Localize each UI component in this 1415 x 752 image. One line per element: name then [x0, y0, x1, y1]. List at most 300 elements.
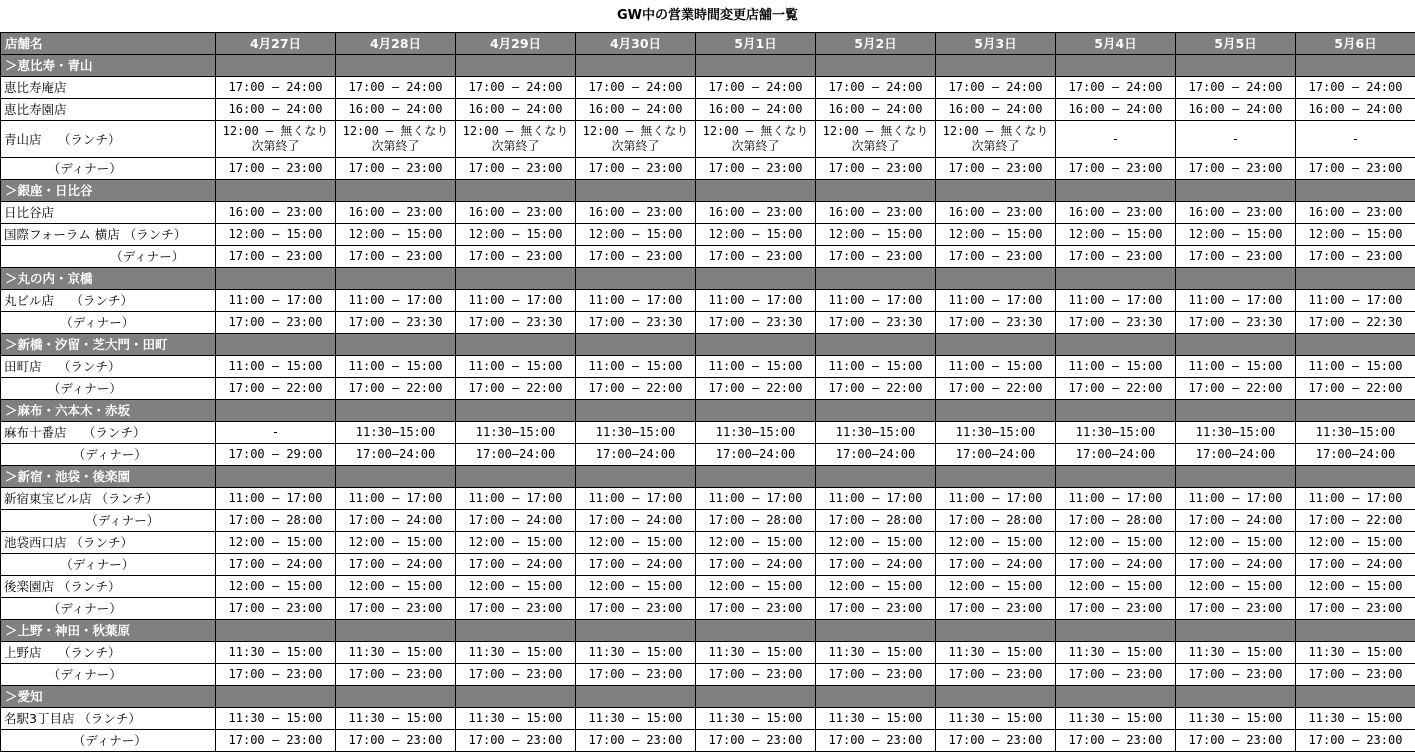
- section-empty-cell: [456, 334, 576, 356]
- table-row: [1, 598, 1415, 620]
- section-empty-cell: [1296, 466, 1415, 488]
- hours-cell: 17:00 – 23:00: [576, 598, 696, 620]
- hours-cell: 16:00 – 24:00: [696, 99, 816, 121]
- table-row: [1, 422, 1415, 444]
- table-row: [1, 510, 1415, 532]
- section-empty-cell: [1176, 686, 1296, 708]
- hours-cell: 11:30 – 15:00: [816, 642, 936, 664]
- store-name-cell: 恵比寿庵店: [1, 77, 216, 99]
- table-row: [1, 246, 1415, 268]
- section-title: ＞上野・神田・秋葉原: [1, 620, 216, 642]
- table-row: [1, 312, 1415, 334]
- section-empty-cell: [696, 334, 816, 356]
- hours-cell: 17:00 – 22:00: [336, 378, 456, 400]
- hours-cell: 16:00 – 23:00: [1056, 202, 1176, 224]
- hours-cell: 17:00 – 23:00: [696, 246, 816, 268]
- hours-cell: 11:00 – 17:00: [1056, 488, 1176, 510]
- store-name-cell: 新宿東宝ビル店 （ランチ）: [1, 488, 216, 510]
- hours-cell: 11:00 – 17:00: [1176, 488, 1296, 510]
- hours-cell: 17:00 – 22:00: [1056, 378, 1176, 400]
- store-name-cell: 丸ビル店 （ランチ）: [1, 290, 216, 312]
- hours-cell: 16:00 – 24:00: [576, 99, 696, 121]
- section-empty-cell: [1176, 55, 1296, 77]
- table-row: [1, 77, 1415, 99]
- hours-cell: 16:00 – 24:00: [1056, 99, 1176, 121]
- section-empty-cell: [816, 400, 936, 422]
- hours-cell: 12:00 – 15:00: [576, 224, 696, 246]
- hours-cell: 17:00 – 22:00: [456, 378, 576, 400]
- store-name-cell: 名駅3丁目店 （ランチ）: [1, 708, 216, 730]
- hours-cell: 17:00 – 23:00: [1056, 598, 1176, 620]
- hours-cell: 17:00 – 23:00: [1056, 730, 1176, 752]
- store-name-cell: 後楽園店 （ランチ）: [1, 576, 216, 598]
- hours-cell: 17:00 – 23:00: [1296, 598, 1415, 620]
- hours-cell: 11:00 – 15:00: [456, 356, 576, 378]
- hours-cell: -: [216, 422, 336, 444]
- hours-cell: 11:00 – 15:00: [1296, 356, 1415, 378]
- hours-cell: 11:00 – 17:00: [576, 290, 696, 312]
- hours-cell: 17:00 – 23:00: [336, 598, 456, 620]
- store-name-cell: 国際フォーラム 横店 （ランチ）: [1, 224, 216, 246]
- hours-cell: 17:00 – 23:00: [576, 158, 696, 180]
- section-empty-cell: [576, 466, 696, 488]
- section-empty-cell: [936, 686, 1056, 708]
- hours-cell: 16:00 – 24:00: [216, 99, 336, 121]
- hours-cell: 12:00 – 無くなり 次第終了: [336, 121, 456, 158]
- hours-cell: 12:00 – 15:00: [1176, 224, 1296, 246]
- hours-cell: 17:00 – 24:00: [696, 77, 816, 99]
- hours-cell: 12:00 – 無くなり 次第終了: [576, 121, 696, 158]
- section-title: ＞恵比寿・青山: [1, 55, 216, 77]
- hours-cell: 17:00–24:00: [1056, 444, 1176, 466]
- section-empty-cell: [816, 55, 936, 77]
- hours-cell: 17:00 – 22:00: [696, 378, 816, 400]
- hours-cell: 17:00 – 23:30: [336, 312, 456, 334]
- store-name-cell: 恵比寿園店: [1, 99, 216, 121]
- hours-cell: -: [1176, 121, 1296, 158]
- hours-cell: 11:00 – 17:00: [216, 488, 336, 510]
- hours-cell: 17:00–24:00: [1176, 444, 1296, 466]
- section-empty-cell: [936, 55, 1056, 77]
- hours-cell: 12:00 – 15:00: [336, 576, 456, 598]
- hours-cell: 17:00 – 23:00: [336, 246, 456, 268]
- hours-cell: 16:00 – 23:00: [216, 202, 336, 224]
- hours-cell: 17:00 – 24:00: [816, 77, 936, 99]
- hours-cell: 17:00 – 24:00: [336, 77, 456, 99]
- hours-cell: 17:00 – 24:00: [1176, 510, 1296, 532]
- hours-cell: 11:00 – 17:00: [1296, 488, 1415, 510]
- hours-cell: 17:00 – 23:00: [1176, 158, 1296, 180]
- section-empty-cell: [1176, 268, 1296, 290]
- hours-cell: 17:00 – 24:00: [1176, 77, 1296, 99]
- store-name-cell: 田町店 （ランチ）: [1, 356, 216, 378]
- hours-cell: 11:30–15:00: [456, 422, 576, 444]
- section-empty-cell: [1176, 180, 1296, 202]
- hours-cell: 17:00 – 24:00: [1296, 77, 1415, 99]
- hours-cell: 17:00 – 23:30: [456, 312, 576, 334]
- hours-cell: 17:00 – 23:00: [816, 730, 936, 752]
- table-row: [1, 202, 1415, 224]
- store-name-cell: （ディナー）: [1, 158, 216, 180]
- section-empty-cell: [1296, 334, 1415, 356]
- column-header-date: 5月3日: [936, 33, 1056, 55]
- hours-cell: 12:00 – 15:00: [576, 532, 696, 554]
- hours-cell: 17:00 – 24:00: [576, 510, 696, 532]
- hours-cell: 16:00 – 24:00: [936, 99, 1056, 121]
- section-empty-cell: [1296, 686, 1415, 708]
- hours-cell: 11:00 – 17:00: [1176, 290, 1296, 312]
- hours-cell: 12:00 – 15:00: [576, 576, 696, 598]
- column-header-date: 5月2日: [816, 33, 936, 55]
- section-empty-cell: [576, 55, 696, 77]
- hours-cell: 11:30 – 15:00: [936, 708, 1056, 730]
- hours-cell: 17:00–24:00: [576, 444, 696, 466]
- hours-cell: 12:00 – 15:00: [816, 224, 936, 246]
- hours-cell: 12:00 – 15:00: [696, 224, 816, 246]
- hours-cell: 17:00 – 23:00: [936, 158, 1056, 180]
- table-row: [1, 576, 1415, 598]
- hours-cell: 11:00 – 15:00: [336, 356, 456, 378]
- hours-cell: 12:00 – 15:00: [696, 532, 816, 554]
- hours-cell: 11:00 – 17:00: [696, 488, 816, 510]
- hours-cell: 12:00 – 15:00: [216, 532, 336, 554]
- store-name-cell: （ディナー）: [1, 730, 216, 752]
- hours-cell: 17:00 – 24:00: [336, 554, 456, 576]
- hours-cell: 16:00 – 24:00: [456, 99, 576, 121]
- hours-cell: 16:00 – 24:00: [816, 99, 936, 121]
- hours-cell: 11:00 – 17:00: [336, 488, 456, 510]
- hours-cell: 17:00 – 23:00: [1176, 246, 1296, 268]
- section-empty-cell: [816, 180, 936, 202]
- hours-cell: 17:00 – 23:00: [1176, 664, 1296, 686]
- store-name-cell: （ディナー）: [1, 246, 216, 268]
- hours-cell: 11:00 – 17:00: [696, 290, 816, 312]
- section-empty-cell: [696, 686, 816, 708]
- hours-cell: 17:00 – 23:00: [576, 730, 696, 752]
- hours-cell: 17:00 – 22:00: [1296, 378, 1415, 400]
- hours-cell: 12:00 – 15:00: [936, 224, 1056, 246]
- hours-cell: 12:00 – 無くなり 次第終了: [936, 121, 1056, 158]
- hours-cell: 17:00 – 23:00: [936, 664, 1056, 686]
- hours-cell: 17:00–24:00: [816, 444, 936, 466]
- section-empty-cell: [336, 466, 456, 488]
- hours-cell: 17:00 – 23:00: [336, 730, 456, 752]
- hours-cell: 11:00 – 17:00: [216, 290, 336, 312]
- hours-cell: 16:00 – 24:00: [336, 99, 456, 121]
- hours-cell: 16:00 – 24:00: [1296, 99, 1415, 121]
- hours-cell: 11:00 – 17:00: [336, 290, 456, 312]
- hours-cell: 17:00 – 22:00: [576, 378, 696, 400]
- section-empty-cell: [1056, 400, 1176, 422]
- hours-cell: 12:00 – 15:00: [1296, 532, 1415, 554]
- hours-cell: 12:00 – 15:00: [1296, 576, 1415, 598]
- section-empty-cell: [216, 55, 336, 77]
- hours-cell: 11:30 – 15:00: [696, 708, 816, 730]
- hours-cell: 16:00 – 23:00: [336, 202, 456, 224]
- table-row: [1, 378, 1415, 400]
- section-empty-cell: [216, 180, 336, 202]
- hours-cell: 17:00 – 23:00: [816, 158, 936, 180]
- section-empty-cell: [336, 686, 456, 708]
- hours-cell: 11:00 – 17:00: [1296, 290, 1415, 312]
- section-empty-cell: [816, 268, 936, 290]
- section-empty-cell: [576, 180, 696, 202]
- hours-cell: 11:30 – 15:00: [696, 642, 816, 664]
- hours-cell: 11:00 – 15:00: [1176, 356, 1296, 378]
- hours-cell: 17:00 – 24:00: [456, 77, 576, 99]
- hours-cell: 17:00 – 24:00: [1176, 554, 1296, 576]
- hours-cell: 17:00 – 24:00: [456, 554, 576, 576]
- store-name-cell: （ディナー）: [1, 444, 216, 466]
- section-empty-cell: [936, 268, 1056, 290]
- hours-cell: 17:00 – 23:30: [576, 312, 696, 334]
- hours-cell: 16:00 – 23:00: [456, 202, 576, 224]
- hours-cell: 12:00 – 15:00: [1176, 532, 1296, 554]
- section-empty-cell: [936, 620, 1056, 642]
- hours-cell: 17:00 – 23:00: [696, 664, 816, 686]
- section-empty-cell: [456, 400, 576, 422]
- hours-cell: 17:00–24:00: [456, 444, 576, 466]
- section-empty-cell: [576, 268, 696, 290]
- hours-cell: 12:00 – 15:00: [816, 532, 936, 554]
- table-row: [1, 356, 1415, 378]
- hours-cell: 11:30–15:00: [936, 422, 1056, 444]
- hours-cell: 17:00 – 23:00: [696, 730, 816, 752]
- section-empty-cell: [216, 686, 336, 708]
- hours-cell: 12:00 – 15:00: [456, 224, 576, 246]
- hours-cell: 17:00 – 23:00: [336, 664, 456, 686]
- hours-cell: 11:30 – 15:00: [576, 642, 696, 664]
- hours-cell: 16:00 – 23:00: [936, 202, 1056, 224]
- hours-cell: 17:00 – 28:00: [216, 510, 336, 532]
- hours-cell: 17:00–24:00: [336, 444, 456, 466]
- hours-cell: 17:00 – 24:00: [216, 77, 336, 99]
- hours-cell: 17:00 – 23:00: [336, 158, 456, 180]
- hours-cell: 17:00 – 23:00: [1176, 730, 1296, 752]
- hours-cell: 11:00 – 17:00: [456, 488, 576, 510]
- hours-cell: 17:00 – 28:00: [696, 510, 816, 532]
- section-empty-cell: [576, 620, 696, 642]
- hours-cell: 17:00 – 24:00: [816, 554, 936, 576]
- section-empty-cell: [456, 55, 576, 77]
- hours-cell: 11:00 – 17:00: [816, 488, 936, 510]
- hours-cell: 11:30 – 15:00: [456, 642, 576, 664]
- column-header-date: 5月4日: [1056, 33, 1176, 55]
- hours-cell: 17:00 – 22:30: [1296, 312, 1415, 334]
- store-name-cell: 上野店 （ランチ）: [1, 642, 216, 664]
- section-row: [1, 686, 1415, 708]
- column-header-date: 4月29日: [456, 33, 576, 55]
- table-row: [1, 290, 1415, 312]
- hours-cell: 11:30 – 15:00: [1056, 642, 1176, 664]
- section-empty-cell: [696, 400, 816, 422]
- hours-cell: 17:00 – 28:00: [1056, 510, 1176, 532]
- hours-cell: 12:00 – 無くなり 次第終了: [696, 121, 816, 158]
- store-name-cell: 池袋西口店 （ランチ）: [1, 532, 216, 554]
- hours-cell: 17:00 – 24:00: [696, 554, 816, 576]
- hours-cell: 17:00–24:00: [696, 444, 816, 466]
- hours-cell: 17:00 – 23:00: [456, 730, 576, 752]
- hours-cell: 17:00 – 23:00: [1056, 158, 1176, 180]
- hours-cell: 17:00 – 23:00: [216, 664, 336, 686]
- hours-cell: 17:00 – 23:00: [1296, 730, 1415, 752]
- section-empty-cell: [696, 268, 816, 290]
- hours-cell: 11:30–15:00: [696, 422, 816, 444]
- section-empty-cell: [1296, 620, 1415, 642]
- section-empty-cell: [576, 686, 696, 708]
- table-row: [1, 121, 1415, 158]
- hours-cell: 17:00 – 23:00: [576, 664, 696, 686]
- hours-cell: 11:30 – 15:00: [1296, 708, 1415, 730]
- hours-cell: 17:00 – 23:30: [816, 312, 936, 334]
- hours-cell: 17:00 – 23:30: [1176, 312, 1296, 334]
- section-row: [1, 334, 1415, 356]
- table-row: [1, 99, 1415, 121]
- section-empty-cell: [816, 466, 936, 488]
- section-empty-cell: [936, 466, 1056, 488]
- section-empty-cell: [1176, 466, 1296, 488]
- hours-cell: 17:00 – 28:00: [816, 510, 936, 532]
- table-row: [1, 224, 1415, 246]
- hours-cell: 12:00 – 15:00: [696, 576, 816, 598]
- hours-cell: 17:00 – 24:00: [576, 77, 696, 99]
- hours-cell: 11:00 – 15:00: [576, 356, 696, 378]
- hours-cell: 12:00 – 15:00: [216, 224, 336, 246]
- hours-cell: 17:00 – 29:00: [216, 444, 336, 466]
- section-row: [1, 268, 1415, 290]
- hours-cell: 11:30–15:00: [1056, 422, 1176, 444]
- hours-cell: 17:00 – 23:00: [816, 246, 936, 268]
- section-empty-cell: [1176, 620, 1296, 642]
- section-empty-cell: [1056, 180, 1176, 202]
- hours-cell: 17:00 – 23:00: [1056, 664, 1176, 686]
- column-header-date: 5月5日: [1176, 33, 1296, 55]
- section-empty-cell: [1056, 466, 1176, 488]
- column-header-store: 店舗名: [1, 33, 216, 55]
- section-row: [1, 180, 1415, 202]
- section-empty-cell: [336, 180, 456, 202]
- hours-cell: 11:30 – 15:00: [576, 708, 696, 730]
- hours-cell: 11:00 – 17:00: [1056, 290, 1176, 312]
- hours-cell: 11:30–15:00: [336, 422, 456, 444]
- hours-cell: 17:00 – 28:00: [936, 510, 1056, 532]
- hours-cell: 17:00 – 23:00: [936, 598, 1056, 620]
- section-empty-cell: [1056, 686, 1176, 708]
- hours-cell: 12:00 – 15:00: [936, 532, 1056, 554]
- hours-cell: 17:00 – 23:00: [696, 158, 816, 180]
- hours-cell: 12:00 – 15:00: [936, 576, 1056, 598]
- hours-cell: 17:00 – 23:30: [696, 312, 816, 334]
- hours-cell: 11:30 – 15:00: [336, 708, 456, 730]
- hours-cell: 12:00 – 15:00: [456, 532, 576, 554]
- hours-cell: 16:00 – 24:00: [1176, 99, 1296, 121]
- hours-cell: 17:00 – 23:30: [1056, 312, 1176, 334]
- hours-cell: 12:00 – 15:00: [1056, 224, 1176, 246]
- table-row: [1, 664, 1415, 686]
- hours-cell: 17:00 – 23:00: [216, 158, 336, 180]
- section-empty-cell: [1176, 334, 1296, 356]
- section-empty-cell: [936, 180, 1056, 202]
- section-empty-cell: [816, 686, 936, 708]
- hours-cell: 17:00 – 23:00: [1176, 598, 1296, 620]
- hours-cell: 11:30 – 15:00: [216, 708, 336, 730]
- store-name-cell: （ディナー）: [1, 510, 216, 532]
- hours-cell: 11:00 – 17:00: [576, 488, 696, 510]
- hours-cell: 17:00 – 23:00: [456, 246, 576, 268]
- hours-cell: 17:00 – 24:00: [1056, 554, 1176, 576]
- hours-cell: 12:00 – 15:00: [1056, 532, 1176, 554]
- hours-cell: 17:00 – 24:00: [336, 510, 456, 532]
- hours-cell: 16:00 – 23:00: [816, 202, 936, 224]
- hours-cell: 17:00 – 24:00: [576, 554, 696, 576]
- section-empty-cell: [576, 334, 696, 356]
- hours-cell: 17:00 – 23:00: [696, 598, 816, 620]
- hours-cell: 17:00 – 22:00: [936, 378, 1056, 400]
- section-empty-cell: [1296, 400, 1415, 422]
- section-empty-cell: [936, 400, 1056, 422]
- hours-cell: 17:00–24:00: [936, 444, 1056, 466]
- column-header-date: 5月1日: [696, 33, 816, 55]
- section-empty-cell: [336, 620, 456, 642]
- section-empty-cell: [1056, 55, 1176, 77]
- hours-cell: 17:00 – 24:00: [1296, 554, 1415, 576]
- hours-cell: 17:00 – 24:00: [1056, 77, 1176, 99]
- column-header-date: 4月27日: [216, 33, 336, 55]
- hours-cell: 12:00 – 15:00: [1296, 224, 1415, 246]
- hours-cell: -: [1296, 121, 1415, 158]
- hours-cell: 11:00 – 17:00: [456, 290, 576, 312]
- section-empty-cell: [1176, 400, 1296, 422]
- hours-cell: 11:30 – 15:00: [216, 642, 336, 664]
- hours-cell: 17:00 – 23:00: [576, 246, 696, 268]
- section-title: ＞新宿・池袋・後楽園: [1, 466, 216, 488]
- section-empty-cell: [216, 334, 336, 356]
- hours-cell: 12:00 – 無くなり 次第終了: [216, 121, 336, 158]
- section-empty-cell: [216, 466, 336, 488]
- hours-cell: 11:30 – 15:00: [456, 708, 576, 730]
- hours-cell: 11:00 – 15:00: [816, 356, 936, 378]
- hours-cell: 17:00 – 23:00: [216, 730, 336, 752]
- section-empty-cell: [336, 268, 456, 290]
- page-title: GW中の営業時間変更店舗一覧: [616, 8, 798, 23]
- section-empty-cell: [696, 180, 816, 202]
- table-row: [1, 730, 1415, 752]
- section-empty-cell: [456, 180, 576, 202]
- section-empty-cell: [1296, 55, 1415, 77]
- hours-cell: 11:30–15:00: [1296, 422, 1415, 444]
- column-header-date: 4月30日: [576, 33, 696, 55]
- hours-cell: 11:00 – 17:00: [816, 290, 936, 312]
- section-empty-cell: [696, 55, 816, 77]
- hours-cell: 11:00 – 15:00: [1056, 356, 1176, 378]
- section-empty-cell: [576, 400, 696, 422]
- hours-cell: 11:30–15:00: [576, 422, 696, 444]
- section-empty-cell: [696, 620, 816, 642]
- section-empty-cell: [816, 334, 936, 356]
- section-empty-cell: [456, 686, 576, 708]
- hours-cell: 17:00 – 23:00: [816, 598, 936, 620]
- hours-cell: 11:00 – 17:00: [936, 488, 1056, 510]
- section-title: ＞愛知: [1, 686, 216, 708]
- hours-cell: 17:00 – 23:00: [216, 246, 336, 268]
- section-title: ＞麻布・六本木・赤坂: [1, 400, 216, 422]
- hours-cell: 11:30 – 15:00: [1056, 708, 1176, 730]
- column-header-date: 4月28日: [336, 33, 456, 55]
- hours-cell: 17:00 – 22:00: [216, 378, 336, 400]
- hours-cell: -: [1056, 121, 1176, 158]
- column-header-date: 5月6日: [1296, 33, 1415, 55]
- hours-cell: 17:00 – 23:00: [816, 664, 936, 686]
